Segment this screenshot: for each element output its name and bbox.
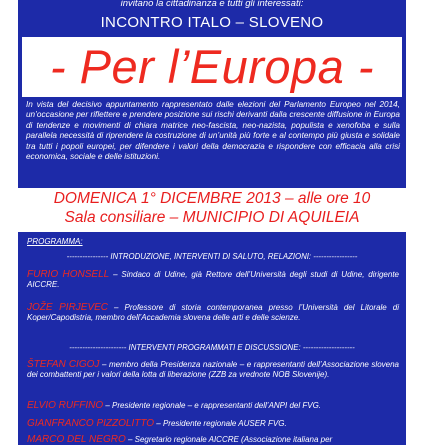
intro-text: In vista del decisivo appuntamento rappresentato dalle elezioni del Parlamento Europeo nel 2014, un’occasione per riflettere e prendere posizione sui rischi derivanti dalla crescente diffusione in Europa di tendenze e movimenti di chiara matrice neo-fascista, neo-nazista, populista e xenofoba e sulla parallela necessità di riprendere la costruzione di un’unità più forte e al contempo più giusta e solidale tra tutti i popoli europei, per difendere i valori della democrazia e rispondere con efficacia alla crisi economica, sociale e delle istituzioni. [26, 100, 400, 162]
speaker-name: ŠTEFAN CIGOJ [27, 359, 100, 370]
speaker-name: GIANFRANCO PIZZOLITTO [27, 418, 155, 429]
invite-line: invitano la cittadinanza e tutti gli interessati: [120, 0, 304, 9]
speaker-entry [27, 401, 399, 411]
speaker-name: MARCO DEL NEGRO [27, 434, 126, 445]
speaker-role: – membro della Presidenza nazionale – e rappresentanti dell’Associazione slovena dei combattenti per i valori della lotta di liberazione (ZZB za vrednote NOB Slovenije). [27, 360, 399, 379]
event-date: DOMENICA 1° DICEMBRE 2013 – alle ore 10 [53, 190, 371, 207]
speaker-entry [27, 419, 399, 429]
section-programmed: ---------------------- INTERVENTI PROGRAMMATI E DISCUSSIONE: -------------------- [69, 343, 355, 352]
program-panel [18, 232, 406, 445]
intro-panel [18, 98, 406, 188]
program-title: PROGRAMMA: [27, 237, 83, 246]
speaker-name: JOŽE PIRJEVEC [27, 302, 109, 313]
event-type: INCONTRO ITALO – SLOVENO [100, 14, 324, 31]
speaker-role: – Professore di storia contemporanea presso l’Università del Litorale di Koper/Capodistria, membro dell’Accademia slovena delle arti e delle scienze. [27, 303, 399, 322]
section-intro: ---------------- INTRODUZIONE, INTERVENTI DI SALUTO, RELAZIONI: ----------------- [66, 252, 358, 261]
title-box [22, 37, 402, 97]
speaker-name: FURIO HONSELL [27, 269, 110, 280]
main-title: - Per l’Europa - [49, 40, 375, 93]
header-panel [18, 0, 406, 103]
speaker-entry [27, 270, 399, 289]
event-venue: Sala consiliare – MUNICIPIO DI AQUILEIA [64, 209, 360, 226]
speaker-role: – Segretario regionale AICCRE (Associazione italiana per [125, 435, 333, 444]
speaker-entry [27, 360, 399, 379]
speaker-role: – Presidente regionale AUSER FVG. [154, 419, 287, 428]
speaker-name: ELVIO RUFFINO [27, 400, 104, 411]
event-info [18, 189, 406, 227]
speaker-role: – Presidente regionale – e rappresentanti dell’ANPI del FVG. [103, 401, 322, 410]
speaker-entry [27, 435, 399, 445]
speaker-role: – Sindaco di Udine, già Rettore dell’Università degli studi di Udine, dirigente AICCRE. [27, 270, 399, 289]
speaker-entry [27, 303, 399, 322]
